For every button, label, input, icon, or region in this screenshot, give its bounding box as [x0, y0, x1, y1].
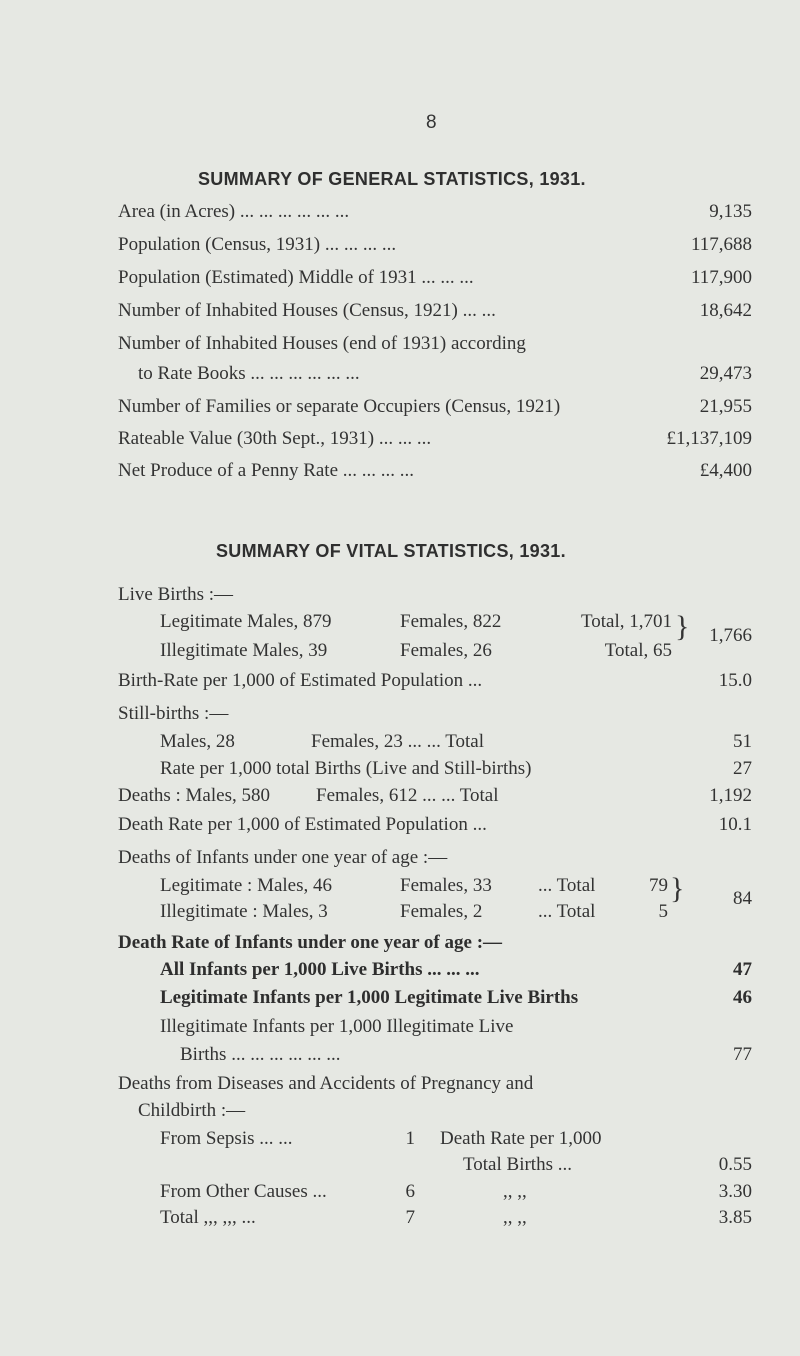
- penny-rate-value: £4,400: [699, 460, 752, 481]
- total-pregnancy-label: Total ,,, ,,, ...: [160, 1207, 256, 1228]
- other-causes-ditto: ,, ,,: [503, 1181, 527, 1202]
- families-value: 21,955: [699, 396, 752, 417]
- total-pregnancy-value: 3.85: [718, 1207, 752, 1228]
- infant-deaths-illegit-females: Females, 2: [400, 901, 483, 922]
- total-pregnancy-count: 7: [405, 1207, 415, 1228]
- still-births-total: 51: [733, 731, 752, 752]
- death-rate-value: 10.1: [718, 814, 752, 835]
- sepsis-label: From Sepsis ... ...: [160, 1128, 293, 1149]
- population-census-value: 117,688: [690, 234, 752, 255]
- pregnancy-deaths-label: Deaths from Diseases and Accidents of Pregnancy and: [118, 1073, 534, 1094]
- infant-deaths-legit-total-label: ... Total: [538, 875, 596, 896]
- infant-deaths-legit-females: Females, 33: [400, 875, 492, 896]
- inhabited-houses-rate-label: Number of Inhabited Houses (end of 1931) according: [118, 333, 526, 354]
- rateable-value-value: £1,137,109: [666, 428, 752, 449]
- infant-deaths-illegit-males: Illegitimate : Males, 3: [160, 901, 328, 922]
- infant-rate-illegit-value: 77: [733, 1044, 752, 1065]
- penny-rate-label: Net Produce of a Penny Rate ... ... ... ...: [118, 460, 415, 481]
- live-births-label: Live Births :—: [118, 584, 234, 605]
- birth-rate-value: 15.0: [718, 670, 752, 691]
- illegit-births-males: Illegitimate Males, 39: [160, 640, 328, 661]
- still-births-rate-label: Rate per 1,000 total Births (Live and Still-births): [160, 758, 532, 779]
- rateable-value-label: Rateable Value (30th Sept., 1931) ... ... ...: [118, 428, 432, 449]
- infant-deaths-label: Deaths of Infants under one year of age :—: [118, 847, 448, 868]
- infant-deaths-illegit-value: 5: [658, 901, 668, 922]
- population-census-label: Population (Census, 1931) ... ... ... ...: [118, 234, 397, 255]
- still-births-males: Males, 28: [160, 731, 235, 752]
- inhabited-houses-rate-label-2: to Rate Books ... ... ... ... ... ...: [138, 363, 360, 384]
- other-causes-value: 3.30: [718, 1181, 752, 1202]
- infant-rate-all-value: 47: [733, 959, 752, 980]
- families-label: Number of Families or separate Occupiers (Census, 1921): [118, 396, 561, 417]
- infant-deaths-legit-males: Legitimate : Males, 46: [160, 875, 333, 896]
- inhabited-houses-census-label: Number of Inhabited Houses (Census, 1921) ... ...: [118, 300, 496, 321]
- population-estimated-label: Population (Estimated) Middle of 1931 ... ... ...: [118, 267, 474, 288]
- infant-deaths-brace: }: [670, 872, 685, 905]
- legit-births-females: Females, 822: [400, 611, 502, 632]
- sepsis-rate-label: Death Rate per 1,000: [440, 1128, 602, 1149]
- still-births-label: Still-births :—: [118, 703, 229, 724]
- area-value: 9,135: [709, 201, 752, 222]
- still-births-females: Females, 23 ... ... Total: [311, 731, 484, 752]
- infant-deaths-legit-value: 79: [649, 875, 668, 896]
- other-causes-label: From Other Causes ...: [160, 1181, 327, 1202]
- sepsis-count: 1: [405, 1128, 415, 1149]
- death-rate-label: Death Rate per 1,000 of Estimated Population ...: [118, 814, 487, 835]
- deaths-females: Females, 612 ... ... Total: [316, 785, 499, 806]
- population-estimated-value: 117,900: [690, 267, 752, 288]
- live-births-brace: }: [675, 610, 690, 643]
- legit-births-males: Legitimate Males, 879: [160, 611, 332, 632]
- still-births-rate-value: 27: [733, 758, 752, 779]
- inhabited-houses-census-value: 18,642: [699, 300, 752, 321]
- sepsis-rate-label-2: Total Births ...: [463, 1154, 572, 1175]
- infant-rate-legit-label: Legitimate Infants per 1,000 Legitimate Live Births: [160, 987, 579, 1008]
- other-causes-count: 6: [405, 1181, 415, 1202]
- vital-statistics-heading: SUMMARY OF VITAL STATISTICS, 1931.: [216, 541, 566, 561]
- general-statistics-heading: SUMMARY OF GENERAL STATISTICS, 1931.: [198, 169, 586, 189]
- page-number: 8: [426, 112, 437, 133]
- infant-rate-legit-value: 46: [733, 987, 752, 1008]
- illegit-births-females: Females, 26: [400, 640, 492, 661]
- area-label: Area (in Acres) ... ... ... ... ... ...: [118, 201, 350, 222]
- pregnancy-deaths-label-2: Childbirth :—: [138, 1100, 246, 1121]
- infant-rate-label: Death Rate of Infants under one year of age :—: [118, 932, 503, 953]
- deaths-total: 1,192: [709, 785, 752, 806]
- infant-rate-all-label: All Infants per 1,000 Live Births ... ... ...: [160, 959, 480, 980]
- illegit-births-total: Total, 65: [604, 640, 672, 661]
- birth-rate-label: Birth-Rate per 1,000 of Estimated Population ...: [118, 670, 483, 691]
- infant-rate-illegit-label-2: Births ... ... ... ... ... ...: [180, 1044, 341, 1065]
- sepsis-value: 0.55: [718, 1154, 752, 1175]
- live-births-combined: 1,766: [709, 625, 752, 646]
- legit-births-total: Total, 1,701: [580, 611, 672, 632]
- infant-deaths-illegit-total-label: ... Total: [538, 901, 596, 922]
- inhabited-houses-rate-value: 29,473: [699, 363, 752, 384]
- infant-deaths-combined: 84: [733, 888, 752, 909]
- infant-rate-illegit-label: Illegitimate Infants per 1,000 Illegitimate Live: [160, 1016, 514, 1037]
- deaths-males: Deaths : Males, 580: [118, 785, 270, 806]
- total-pregnancy-ditto: ,, ,,: [503, 1207, 527, 1228]
